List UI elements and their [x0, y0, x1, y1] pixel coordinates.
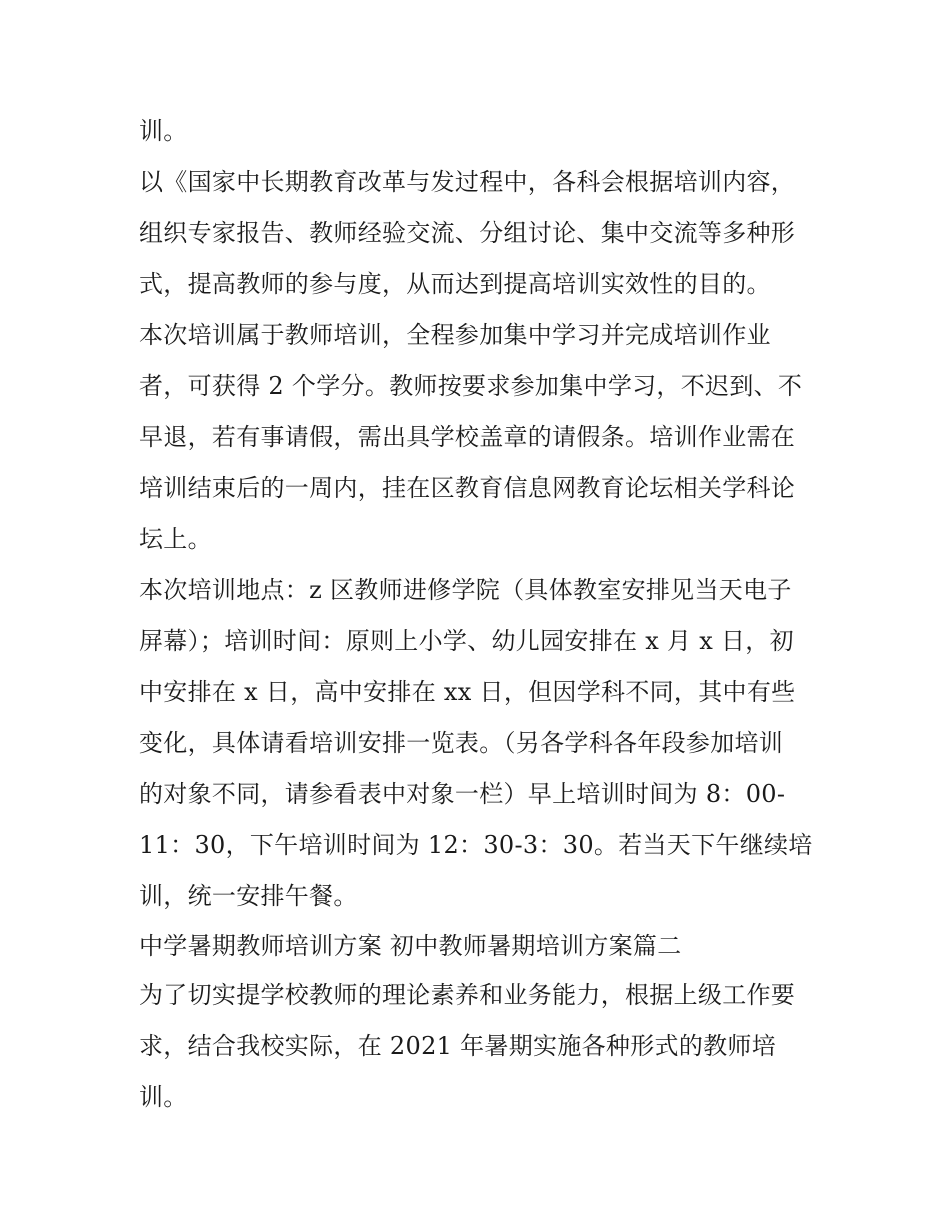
text-line: 训，统一安排午餐。	[139, 882, 358, 910]
text-line: 者，可获得 2 个学分。教师按要求参加集中学习，不迟到、不	[139, 372, 803, 400]
text-line: 中安排在 x 日，高中安排在 xx 日，但因学科不同，其中有些	[139, 678, 796, 706]
text-line: 训。	[139, 1083, 188, 1111]
text-line: 求，结合我校实际，在 2021 年暑期实施各种形式的教师培	[139, 1032, 777, 1060]
text-line: 本次培训地点：z 区教师进修学院（具体教室安排见当天电子	[139, 576, 792, 604]
text-line: 屏幕）；培训时间：原则上小学、幼儿园安排在 x 月 x 日，初	[139, 627, 794, 655]
text-line: 的对象不同，请参看表中对象一栏）早上培训时间为 8：00-	[139, 780, 786, 808]
text-line: 培训结束后的一周内，挂在区教育信息网教育论坛相关学科论	[139, 474, 796, 502]
text-line: 变化，具体请看培训安排一览表。（另各学科各年段参加培训	[139, 729, 784, 757]
text-line: 为了切实提学校教师的理论素养和业务能力，根据上级工作要	[139, 981, 796, 1009]
document-body	[139, 106, 819, 1123]
text-line: 本次培训属于教师培训，全程参加集中学习并完成培训作业	[139, 321, 771, 349]
text-line: 坛上。	[139, 525, 212, 553]
text-line: 11：30，下午培训时间为 12：30-3：30。若当天下午继续培	[139, 831, 813, 859]
text-line: 式，提高教师的参与度，从而达到提高培训实效性的目的。	[139, 270, 771, 298]
text-line: 组织专家报告、教师经验交流、分组讨论、集中交流等多种形	[139, 219, 796, 247]
text-line: 以《国家中长期教育改革与发过程中，各科会根据培训内容，	[139, 168, 796, 196]
text-line: 训。	[139, 117, 188, 145]
text-line: 早退，若有事请假，需出具学校盖章的请假条。培训作业需在	[139, 423, 796, 451]
section-heading: 中学暑期教师培训方案 初中教师暑期培训方案篇二	[139, 932, 682, 960]
